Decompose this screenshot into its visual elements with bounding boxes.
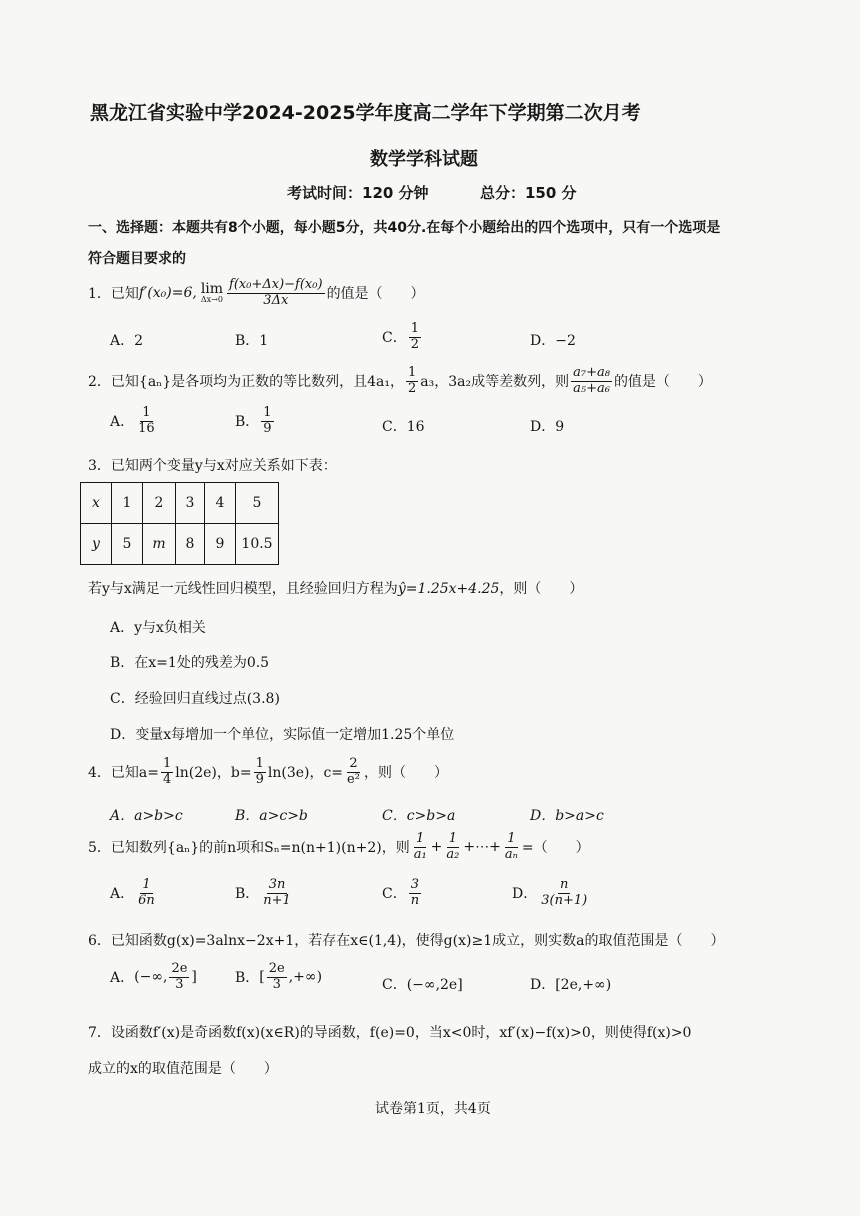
q5-prefix: 5．已知数列{aₙ}的前n项和Sₙ=n(n+1)(n+2)，则 [88, 840, 410, 857]
q6-b-pre: [ [259, 969, 265, 986]
table-cell: 5 [236, 483, 279, 524]
q6-a-den: 3 [175, 976, 184, 992]
q6-option-d: D．[2e,+∞) [530, 977, 612, 993]
q2-option-c: C．16 [382, 419, 425, 435]
q1-fraction [227, 278, 325, 309]
q4-option-d: D．b>a>c [530, 808, 604, 824]
q4-c-den: e² [347, 771, 360, 787]
q4-a-post: ln(2e)，b= [175, 765, 252, 782]
q2-half [406, 366, 418, 397]
q4-c-num: 2 [349, 756, 358, 771]
q1-prefix: 1．已知 [88, 286, 139, 303]
q2-half-den: 2 [408, 380, 417, 396]
table-row [81, 524, 279, 565]
q5-t1-den: a₁ [413, 846, 427, 862]
q6-a-num: 2e [171, 961, 188, 976]
q6-option-b [235, 962, 322, 993]
q4-b-den: 9 [255, 771, 264, 787]
q6-b-frac [267, 962, 287, 993]
q2-a-frac [136, 406, 157, 437]
question-5: 5．已知数列{aₙ}的前n项和Sₙ=n(n+1)(n+2)，则 $\frac{1}{\text{a₁}}$ + $\frac{1}{\text{a₂}}$ +⋯+ $\frac{1}{\text{aₙ}}$ =（ ） [88, 831, 590, 862]
total-score: 总分：150 分 [480, 184, 577, 202]
q5-c-label: C． [382, 886, 407, 903]
q5-t3-num: 1 [507, 831, 516, 846]
q2-middle: a₃，3a₂成等差数列，则 [420, 374, 570, 391]
q2-a-den: 16 [138, 420, 155, 436]
q1-c-den: 2 [410, 336, 419, 352]
exam-title: 黑龙江省实验中学2024-2025学年度高二学年下学期第二次月考 [90, 102, 641, 124]
q4-option-b: B．a>c>b [235, 808, 308, 824]
q5-a-num: 1 [142, 877, 151, 892]
question-6: 6．已知函数g(x)=3alnx−2x+1，若存在x∈(1,4)，使得g(x)≥1成立，则实数a的取值范围是（ ） [88, 933, 725, 949]
q2-ratio-num: a₇+a₈ [573, 365, 610, 380]
q2-ratio [571, 366, 612, 397]
q5-b-num: 3n [268, 877, 286, 892]
q1-suffix: 的值是（ ） [326, 286, 425, 303]
q5-t2-den: a₂ [446, 846, 460, 862]
q4-b-frac [254, 757, 266, 788]
q2-prefix: 2．已知{aₙ}是各项均为正数的等比数列，且4a₁， [88, 374, 404, 391]
q6-b-post: ,+∞) [288, 969, 323, 986]
table-cell: 2 [143, 483, 176, 524]
q3-option-a: A．y与x负相关 [110, 620, 206, 636]
q6-a-post: ] [191, 969, 197, 986]
table-cell: 10.5 [236, 524, 279, 565]
q2-b-den: 9 [263, 420, 272, 436]
q1-numerator: f(x₀+Δx)−f(x₀) [229, 277, 323, 292]
question-3: 3．已知两个变量y与x对应关系如下表： [88, 458, 337, 474]
q1-option-a: A．2 [110, 333, 144, 349]
section-heading-cont: 符合题目要求的 [88, 251, 186, 267]
q3-option-d: D．变量x每增加一个单位，实际值一定增加1.25个单位 [110, 727, 455, 743]
q1-limit [201, 282, 223, 304]
q5-suffix: =（ ） [521, 840, 590, 857]
q6-b-num: 2e [268, 961, 285, 976]
q5-d-den: 3(n+1) [541, 892, 588, 908]
q3-condition-pre: 若y与x满足一元线性回归模型，且经验回归方程为 [88, 581, 398, 597]
q1-option-c-frac [409, 322, 421, 353]
q4-suffix: ，则（ ） [363, 765, 448, 782]
q5-option-b [235, 878, 295, 909]
q5-option-a [110, 878, 159, 909]
q2-a-label: A． [110, 414, 135, 431]
table-cell: m [143, 524, 176, 565]
subject-title: 数学学科试题 [370, 149, 478, 170]
q1-lim: lim [200, 281, 224, 298]
q5-option-d [512, 878, 591, 909]
q5-b-den: n+1 [263, 892, 291, 908]
q4-option-a: A．a>b>c [110, 808, 183, 824]
q3-condition [88, 578, 583, 598]
q4-a-den: 4 [162, 771, 172, 787]
q2-option-d: D．9 [530, 419, 565, 435]
q6-b-label: B． [235, 970, 260, 987]
q2-a-num: 1 [142, 405, 151, 420]
section-heading: 一、选择题：本题共有8个小题，每小题5分，共40分.在每个小题给出的四个选项中，只有一个选项是 [88, 220, 721, 236]
q3-equation: ŷ=1.25x+4.25 [397, 581, 500, 597]
q5-t1-num: 1 [416, 831, 425, 846]
q5-term-1 [412, 832, 429, 863]
q5-t3-den: aₙ [504, 846, 518, 862]
q5-t2-num: 1 [448, 831, 458, 846]
q5-d-num: n [560, 877, 569, 892]
question-4 [88, 757, 448, 788]
q5-c-num: 3 [410, 877, 420, 892]
q2-half-num: 1 [408, 365, 417, 380]
table-cell: y [81, 524, 112, 565]
q4-c-frac [345, 757, 362, 788]
q3-option-b: B．在x=1处的残差为0.5 [110, 655, 270, 671]
q6-option-a [110, 962, 197, 993]
q6-option-c: C．(−∞,2e] [382, 977, 463, 993]
q1-option-b: B．1 [235, 333, 269, 349]
page-footer: 试卷第1页，共4页 [375, 1101, 491, 1117]
question-2 [88, 366, 712, 397]
q1-option-c [382, 322, 423, 353]
q5-dots: +⋯+ [463, 839, 501, 856]
q5-a-den: 6n [138, 892, 155, 908]
q4-b-num: 1 [255, 756, 264, 771]
q5-b-label: B． [235, 886, 260, 903]
q6-a-label: A． [110, 970, 135, 987]
q1-denominator: 3Δx [263, 292, 289, 308]
q4-b-post: ln(3e)，c= [267, 765, 344, 782]
q5-b-frac [261, 878, 293, 909]
table-cell: x [81, 483, 112, 524]
q5-option-c [382, 878, 423, 909]
q2-option-b [235, 406, 276, 437]
table-cell: 8 [176, 524, 205, 565]
q1-given: f′(x₀)=6, [138, 285, 197, 302]
q4-a-num: 1 [162, 756, 172, 771]
q6-a-frac [169, 962, 189, 993]
table-cell: 4 [205, 483, 236, 524]
question-7-cont: 成立的x的取值范围是（ ） [88, 1061, 278, 1077]
q2-b-num: 1 [263, 405, 272, 420]
q5-a-label: A． [110, 886, 135, 903]
q1-option-d: D．−2 [530, 333, 576, 349]
table-row [81, 483, 279, 524]
q6-a-pre: (−∞, [134, 969, 168, 986]
q1-lim-sub: Δx→0 [200, 295, 223, 305]
q2-b-label: B． [235, 414, 260, 431]
q6-b-den: 3 [272, 976, 281, 992]
q4-option-c: C．c>b>a [382, 808, 456, 824]
q1-option-c-label: C． [382, 330, 407, 347]
data-table [80, 482, 279, 565]
table-cell: 1 [112, 483, 143, 524]
q5-a-frac [136, 878, 157, 909]
q2-suffix: 的值是（ ） [613, 374, 712, 391]
q1-c-num: 1 [410, 321, 419, 336]
q2-ratio-den: a₅+a₆ [573, 380, 610, 396]
q5-c-den: n [410, 892, 420, 908]
question-1 [88, 278, 425, 309]
q5-term-2 [444, 832, 461, 863]
q2-b-frac [261, 406, 273, 437]
q5-term-n [503, 832, 520, 863]
question-7: 7．设函数f′(x)是奇函数f(x)(x∈R)的导函数，f(e)=0，当x<0时，xf′(x)−f(x)>0，则使得f(x)>0 [88, 1025, 692, 1041]
table-cell: 3 [176, 483, 205, 524]
q3-condition-post: ，则（ ） [499, 581, 584, 597]
q4-a-frac [161, 757, 173, 788]
q3-option-c: C．经验回归直线过点(3.8) [110, 691, 280, 707]
q5-d-frac [539, 878, 589, 909]
q5-c-frac [409, 878, 421, 909]
table-cell: 9 [205, 524, 236, 565]
q4-prefix: 4．已知a= [88, 765, 159, 782]
q2-option-a [110, 406, 159, 437]
exam-time: 考试时间：120 分钟 [287, 184, 429, 202]
table-cell: 5 [112, 524, 143, 565]
q5-d-label: D． [512, 886, 538, 903]
